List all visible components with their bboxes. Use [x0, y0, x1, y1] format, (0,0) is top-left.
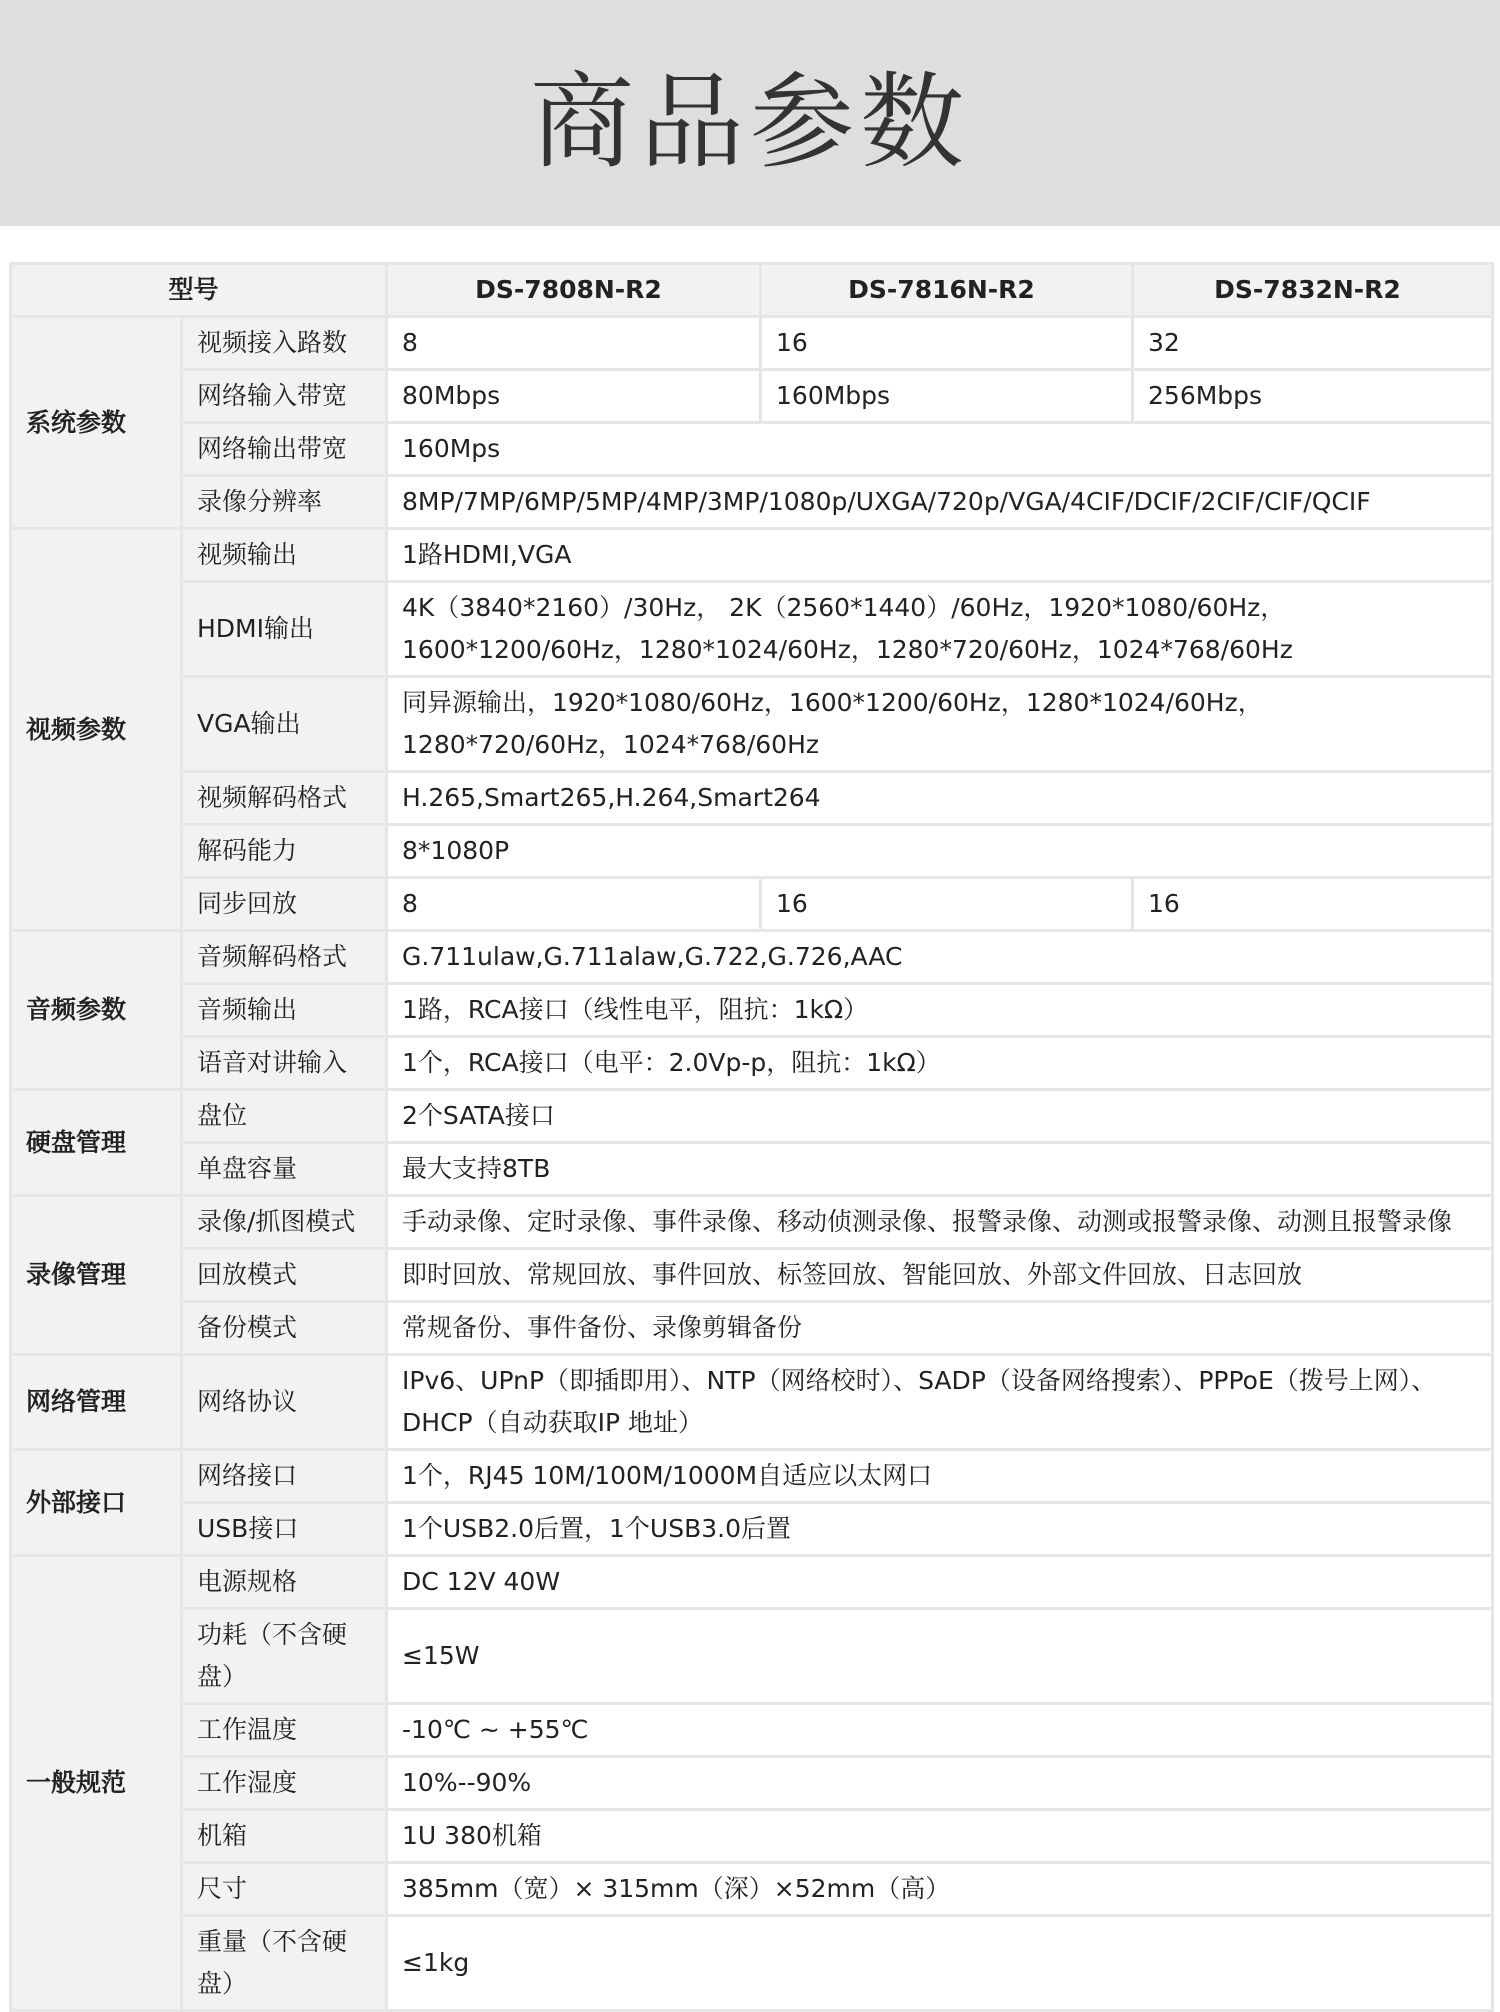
table-row — [11, 1037, 1493, 1090]
param-value: DC 12V 40W — [387, 1556, 1493, 1609]
page-title: 商品参数 — [529, 61, 970, 183]
param-label: 工作温度 — [182, 1704, 387, 1757]
param-value: 385mm（宽）× 315mm（深）×52mm（高） — [387, 1863, 1493, 1916]
group-label: 音频参数 — [11, 931, 182, 1090]
group-label: 系统参数 — [11, 317, 182, 529]
group-label: 硬盘管理 — [11, 1090, 182, 1196]
param-label: 工作湿度 — [182, 1757, 387, 1810]
param-value: 16 — [1133, 878, 1493, 931]
param-value: 1个USB2.0后置，1个USB3.0后置 — [387, 1503, 1493, 1556]
param-value: 256Mbps — [1133, 370, 1493, 423]
param-label: USB接口 — [182, 1503, 387, 1556]
param-value: 8*1080P — [387, 825, 1493, 878]
header-model-1: DS-7808N-R2 — [387, 264, 761, 317]
table-row — [11, 370, 1493, 423]
header-model-label: 型号 — [11, 264, 387, 317]
param-value: 32 — [1133, 317, 1493, 370]
table-row — [11, 1609, 1493, 1704]
param-label: 网络接口 — [182, 1450, 387, 1503]
param-label: 同步回放 — [182, 878, 387, 931]
table-row — [11, 1863, 1493, 1916]
param-value: 即时回放、常规回放、事件回放、标签回放、智能回放、外部文件回放、日志回放 — [387, 1249, 1493, 1302]
table-row — [11, 931, 1493, 984]
table-row — [11, 677, 1493, 772]
param-value: 4K（3840*2160）/30Hz， 2K（2560*1440）/60Hz，1920*1080/60Hz，1600*1200/60Hz，1280*1024/60Hz，1280*720/60Hz，1024*768/60Hz — [387, 582, 1493, 677]
param-value: 160Mps — [387, 423, 1493, 476]
param-value: 80Mbps — [387, 370, 761, 423]
table-header-row — [11, 264, 1493, 317]
table-row — [11, 878, 1493, 931]
table-row — [11, 582, 1493, 677]
param-label: 尺寸 — [182, 1863, 387, 1916]
param-value: 1个，RJ45 10M/100M/1000M自适应以太网口 — [387, 1450, 1493, 1503]
param-value: -10℃ ~ +55℃ — [387, 1704, 1493, 1757]
param-label: VGA输出 — [182, 677, 387, 772]
param-label: 视频接入路数 — [182, 317, 387, 370]
table-row — [11, 1503, 1493, 1556]
param-label: 单盘容量 — [182, 1143, 387, 1196]
table-row — [11, 1090, 1493, 1143]
group-label: 录像管理 — [11, 1196, 182, 1355]
header-model-2: DS-7816N-R2 — [761, 264, 1133, 317]
param-label: 视频解码格式 — [182, 772, 387, 825]
param-label: 录像分辨率 — [182, 476, 387, 529]
param-label: 回放模式 — [182, 1249, 387, 1302]
param-label: 备份模式 — [182, 1302, 387, 1355]
param-value: 1路，RCA接口（线性电平，阻抗：1kΩ） — [387, 984, 1493, 1037]
table-row — [11, 1143, 1493, 1196]
param-label: 盘位 — [182, 1090, 387, 1143]
table-row — [11, 1355, 1493, 1450]
param-value: 10%--90% — [387, 1757, 1493, 1810]
table-row — [11, 984, 1493, 1037]
param-label: 解码能力 — [182, 825, 387, 878]
title-banner — [0, 0, 1500, 226]
param-label: 录像/抓图模式 — [182, 1196, 387, 1249]
param-label: 网络输入带宽 — [182, 370, 387, 423]
table-row — [11, 1450, 1493, 1503]
param-value: 同异源输出，1920*1080/60Hz，1600*1200/60Hz，1280*1024/60Hz，1280*720/60Hz，1024*768/60Hz — [387, 677, 1493, 772]
param-label: 机箱 — [182, 1810, 387, 1863]
param-value: 1个，RCA接口（电平：2.0Vp-p，阻抗：1kΩ） — [387, 1037, 1493, 1090]
param-label: 视频输出 — [182, 529, 387, 582]
table-row — [11, 1249, 1493, 1302]
param-value: H.265,Smart265,H.264,Smart264 — [387, 772, 1493, 825]
table-row — [11, 1916, 1493, 2011]
param-value: 1U 380机箱 — [387, 1810, 1493, 1863]
table-row — [11, 1757, 1493, 1810]
param-label: 语音对讲输入 — [182, 1037, 387, 1090]
table-row — [11, 1810, 1493, 1863]
param-value: G.711ulaw,G.711alaw,G.722,G.726,AAC — [387, 931, 1493, 984]
table-row — [11, 317, 1493, 370]
param-value: 16 — [761, 317, 1133, 370]
group-label: 视频参数 — [11, 529, 182, 931]
spec-table-body — [11, 264, 1493, 2011]
table-row — [11, 529, 1493, 582]
param-label: 重量（不含硬盘） — [182, 1916, 387, 2011]
table-row — [11, 476, 1493, 529]
param-value: 手动录像、定时录像、事件录像、移动侦测录像、报警录像、动测或报警录像、动测且报警录像 — [387, 1196, 1493, 1249]
table-row — [11, 1196, 1493, 1249]
param-value: 8 — [387, 878, 761, 931]
param-value: ≤15W — [387, 1609, 1493, 1704]
header-model-3: DS-7832N-R2 — [1133, 264, 1493, 317]
table-row — [11, 423, 1493, 476]
param-label: 网络输出带宽 — [182, 423, 387, 476]
param-value: 2个SATA接口 — [387, 1090, 1493, 1143]
table-row — [11, 1704, 1493, 1757]
param-value: 160Mbps — [761, 370, 1133, 423]
param-value: 8 — [387, 317, 761, 370]
param-label: 音频输出 — [182, 984, 387, 1037]
param-label: 电源规格 — [182, 1556, 387, 1609]
table-row — [11, 772, 1493, 825]
param-value: 1路HDMI,VGA — [387, 529, 1493, 582]
param-value: 常规备份、事件备份、录像剪辑备份 — [387, 1302, 1493, 1355]
spec-table — [9, 262, 1494, 2012]
param-value: 16 — [761, 878, 1133, 931]
group-label: 网络管理 — [11, 1355, 182, 1450]
group-label: 一般规范 — [11, 1556, 182, 2011]
param-label: 音频解码格式 — [182, 931, 387, 984]
table-row — [11, 1302, 1493, 1355]
param-label: 网络协议 — [182, 1355, 387, 1450]
group-label: 外部接口 — [11, 1450, 182, 1556]
param-value: ≤1kg — [387, 1916, 1493, 2011]
param-label: HDMI输出 — [182, 582, 387, 677]
param-label: 功耗（不含硬盘） — [182, 1609, 387, 1704]
table-row — [11, 825, 1493, 878]
table-row — [11, 1556, 1493, 1609]
param-value: 8MP/7MP/6MP/5MP/4MP/3MP/1080p/UXGA/720p/VGA/4CIF/DCIF/2CIF/CIF/QCIF — [387, 476, 1493, 529]
param-value: 最大支持8TB — [387, 1143, 1493, 1196]
param-value: IPv6、UPnP（即插即用）、NTP（网络校时）、SADP（设备网络搜索）、PPPoE（拨号上网）、DHCP（自动获取IP 地址） — [387, 1355, 1493, 1450]
